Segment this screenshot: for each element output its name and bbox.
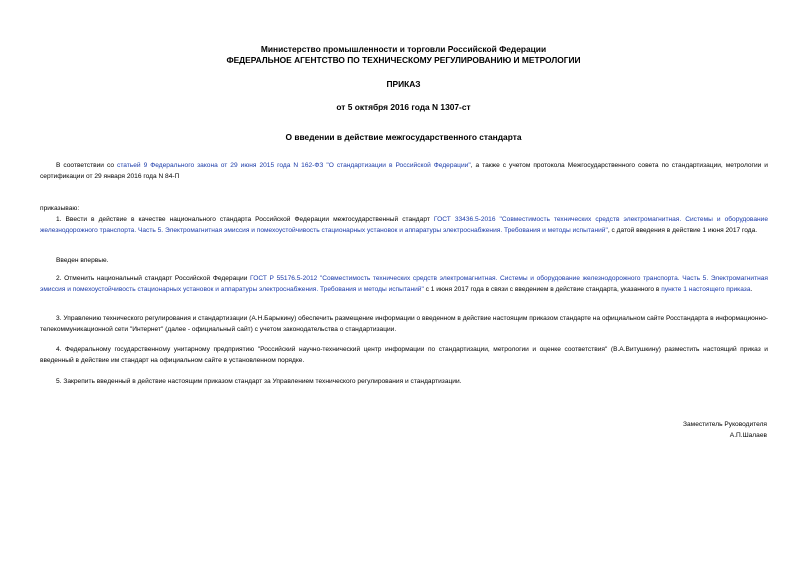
introduced-first-paragraph: [40, 256, 768, 267]
item-1-paragraph: [40, 215, 768, 236]
gost-r-55176-link[interactable]: ГОСТ Р 55176.5-2012 "Совместимость технических средств электромагнитная. Системы и оборудование железнодорожного транспорта. Часть 5. Электромагнитная эмиссия и помехоустойчивость стационарных установок и аппаратуры электроснабжения. Требования и методы испытаний": [40, 275, 768, 293]
item-1-text-end: , с датой введения в действие 1 июня 2017 года.: [607, 226, 758, 234]
item-1-text-start: 1. Ввести в действие в качестве национального стандарта Российской Федерации межгосударственный стандарт: [56, 216, 434, 223]
introduced-first-text: Введен впервые.: [56, 257, 109, 264]
preamble-text-start: В соответствии со: [56, 162, 118, 169]
order-word: приказываю:: [40, 205, 80, 212]
item-2-text-end: .: [750, 285, 753, 293]
item-5-paragraph: [40, 377, 768, 388]
document-date-number: от 5 октября 2016 года N 1307-ст: [336, 102, 471, 112]
item-3-text: 3. Управлению технического регулирования и стандартизации (А.Н.Барыкину) обеспечить размещение информации о введенном в действие настоящим приказом стандарте на официальном сайте Росстандарта в информационно-телекоммуникационной сети "Интернет" (далее - официальный сайт) с учетом законодательства о стандартизации.: [40, 315, 768, 333]
ministry-heading: Министерство промышленности и торговли Российской Федерации: [260, 44, 547, 54]
item-2-text-middle: с 1 июня 2017 года в связи с введением в действие стандарта, указанного в: [423, 285, 662, 293]
item-3-paragraph: [40, 314, 768, 335]
item-4-text: 4. Федеральному государственному унитарному предприятию "Российский научно-технический центр информации по стандартизации, метрологии и оценке соответствия" (В.А.Витушкину) разместить настоящий приказ и введенный в действие им стандарт на официальном сайте в установленном порядке.: [40, 346, 768, 364]
item-4-paragraph: [40, 345, 768, 366]
gost-33436-link[interactable]: ГОСТ 33436.5-2016 "Совместимость технических средств электромагнитная. Системы и оборудование железнодорожного транспорта. Часть 5. Электромагнитная эмиссия и помехоустойчивость стационарных установок и аппаратуры электроснабжения. Требования и методы испытаний": [40, 216, 768, 234]
item-2-text-start: 2. Отменить национальный стандарт Российской Федерации: [56, 275, 251, 282]
item-1-reference-link[interactable]: пункте 1 настоящего приказа: [661, 285, 751, 293]
item-5-text: 5. Закрепить введенный в действие настоящим приказом стандарт за Управлением технического регулирования и стандартизации.: [56, 378, 462, 385]
document-title: О введении в действие межгосударственного стандарта: [285, 132, 522, 142]
signatory-position: Заместитель Руководителя: [683, 421, 767, 428]
preamble-text-end: , а также с учетом протокола Межгосударственного совета по стандартизации, метрологии и сертификации от 29 января 2016 года N 84-П: [40, 162, 768, 180]
agency-heading: ФЕДЕРАЛЬНОЕ АГЕНТСТВО ПО ТЕХНИЧЕСКОМУ РЕГУЛИРОВАНИЮ И МЕТРОЛОГИИ: [226, 55, 581, 65]
document-type: ПРИКАЗ: [386, 79, 421, 89]
preamble-paragraph: [40, 161, 768, 182]
item-2-paragraph: [40, 274, 768, 295]
federal-law-link[interactable]: статьей 9 Федерального закона от 29 июня 2015 года N 162-ФЗ "О стандартизации в Российской Федерации": [117, 162, 471, 169]
signatory-name: А.П.Шалаев: [729, 432, 767, 439]
